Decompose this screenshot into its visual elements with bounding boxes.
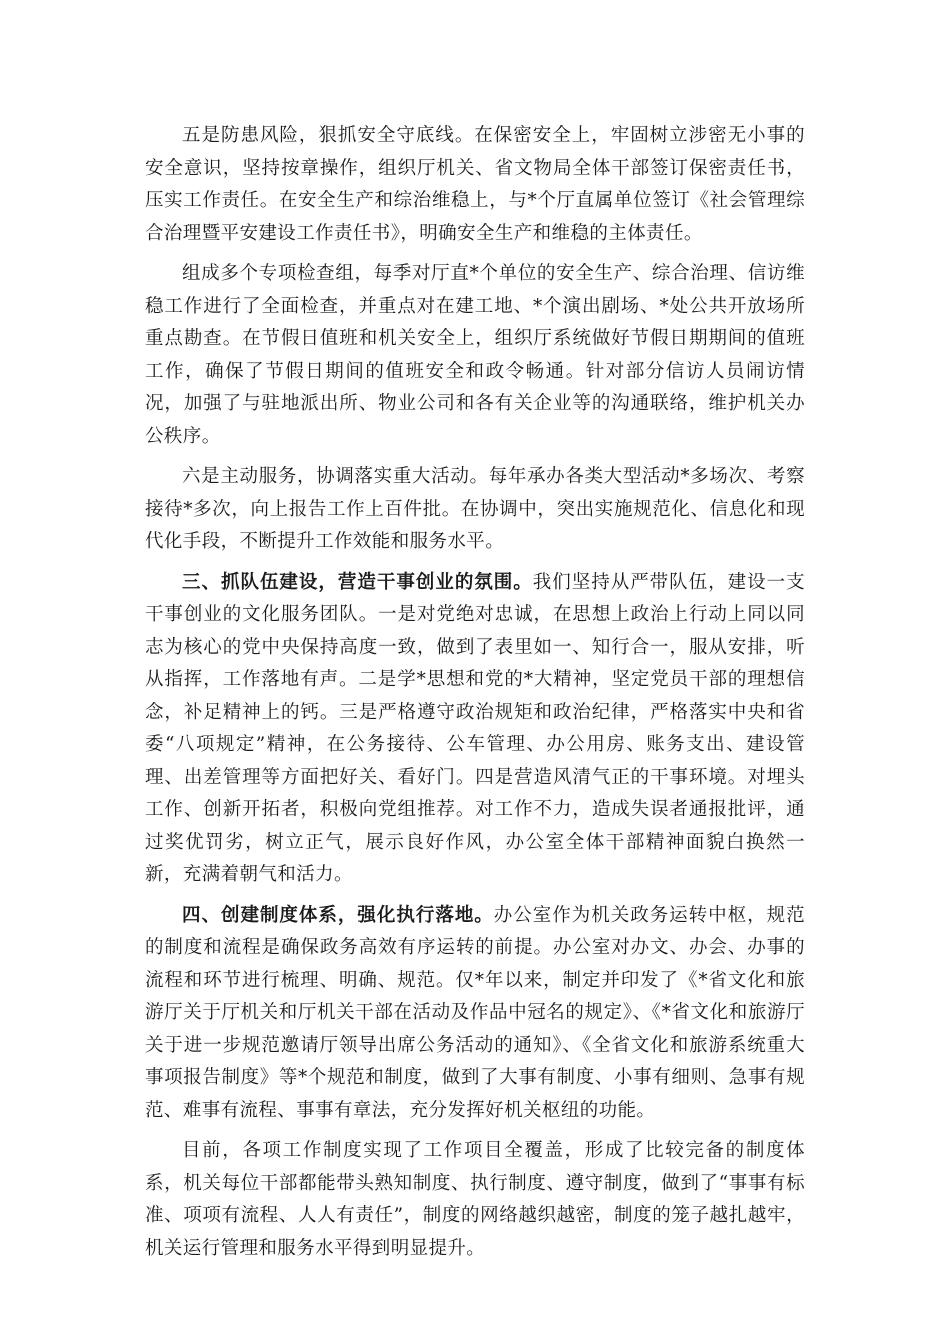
paragraph-text: 目前，各项工作制度实现了工作项目全覆盖，形成了比较完备的制度体系，机关每位干部都能带头熟知制度、执行制度、遵守制度，做到了“事事有标准、项项有流程、人人有责任”，制度的网络越织越密，制度的笼子越扎越牢，机关运行管理和服务水平得到明显提升。 [145, 1140, 805, 1259]
document-body [145, 120, 805, 1273]
paragraph-text: 六是主动服务，协调落实重大活动。每年承办各类大型活动*多场次、考察接待*多次，向上报告工作上百件批。在协调中，突出实施规范化、信息化和现代化手段，不断提升工作效能和服务水平。 [145, 466, 805, 552]
paragraph-text: 组成多个专项检查组，每季对厅直*个单位的安全生产、综合治理、信访维稳工作进行了全面检查，并重点对在建工地、*个演出剧场、*处公共开放场所重点勘查。在节假日值班和机关安全上，组织厅系统做好节假日期期间的值班工作，确保了节假日期间的值班安全和政令畅通。针对部分信访人员闹访情况，加强了与驻地派出所、物业公司和各有关企业等的沟通联络，维护机关办公秩序。 [145, 263, 805, 447]
paragraph-text: 五是防患风险，狠抓安全守底线。在保密安全上，牢固树立涉密无小事的安全意识，坚持按章操作，组织厅机关、省文物局全体干部签订保密责任书，压实工作责任。在安全生产和综治维稳上，与*个厅直属单位签订《社会管理综合治理暨平安建设工作责任书》，明确安全生产和维稳的主体责任。 [145, 125, 805, 244]
paragraph-active-service [145, 461, 805, 559]
paragraph-team-building [145, 567, 805, 892]
section-heading-team-building: 三、抓队伍建设，营造干事创业的氛围。 [182, 571, 533, 593]
paragraph-risk-prevention [145, 120, 805, 250]
paragraph-current-status [145, 1135, 805, 1265]
section-heading-institution-system: 四、创建制度体系，强化执行落地。 [182, 904, 494, 926]
paragraph-text: 我们坚持从严带队伍，建设一支干事创业的文化服务团队。一是对党绝对忠诚，在思想上政治上行动上同以同志为核心的党中央保持高度一致，做到了表里如一、知行合一，服从安排，听从指挥，工作落地有声。二是学*思想和党的*大精神，坚定党员干部的理想信念，补足精神上的钙。三是严格遵守政治规矩和政治纪律，严格落实中央和省委“八项规定”精神，在公务接待、公车管理、办公用房、账务支出、建设管理、出差管理等方面把好关、看好门。四是营造风清气正的干事环境。对埋头工作、创新开拓者，积极向党组推荐。对工作不力，造成失误者通报批评，通过奖优罚劣，树立正气，展示良好作风，办公室全体干部精神面貌白换然一新，充满着朝气和活力。 [145, 571, 805, 885]
paragraph-inspection [145, 258, 805, 453]
paragraph-text: 办公室作为机关政务运转中枢，规范的制度和流程是确保政务高效有序运转的前提。办公室对办文、办会、办事的流程和环节进行梳理、明确、规范。仅*年以来，制定并印发了《*省文化和旅游厅关于厅机关和厅机关干部在活动及作品中冠名的规定》、《*省文化和旅游厅关于进一步规范邀请厅领导出席公务活动的通知》、《全省文化和旅游系统重大事项报告制度》等*个规范和制度，做到了大事有制度、小事有细则、急事有规范、难事有流程、事事有章法，充分发挥好机关枢纽的功能。 [145, 904, 805, 1121]
paragraph-institution-system [145, 900, 805, 1128]
